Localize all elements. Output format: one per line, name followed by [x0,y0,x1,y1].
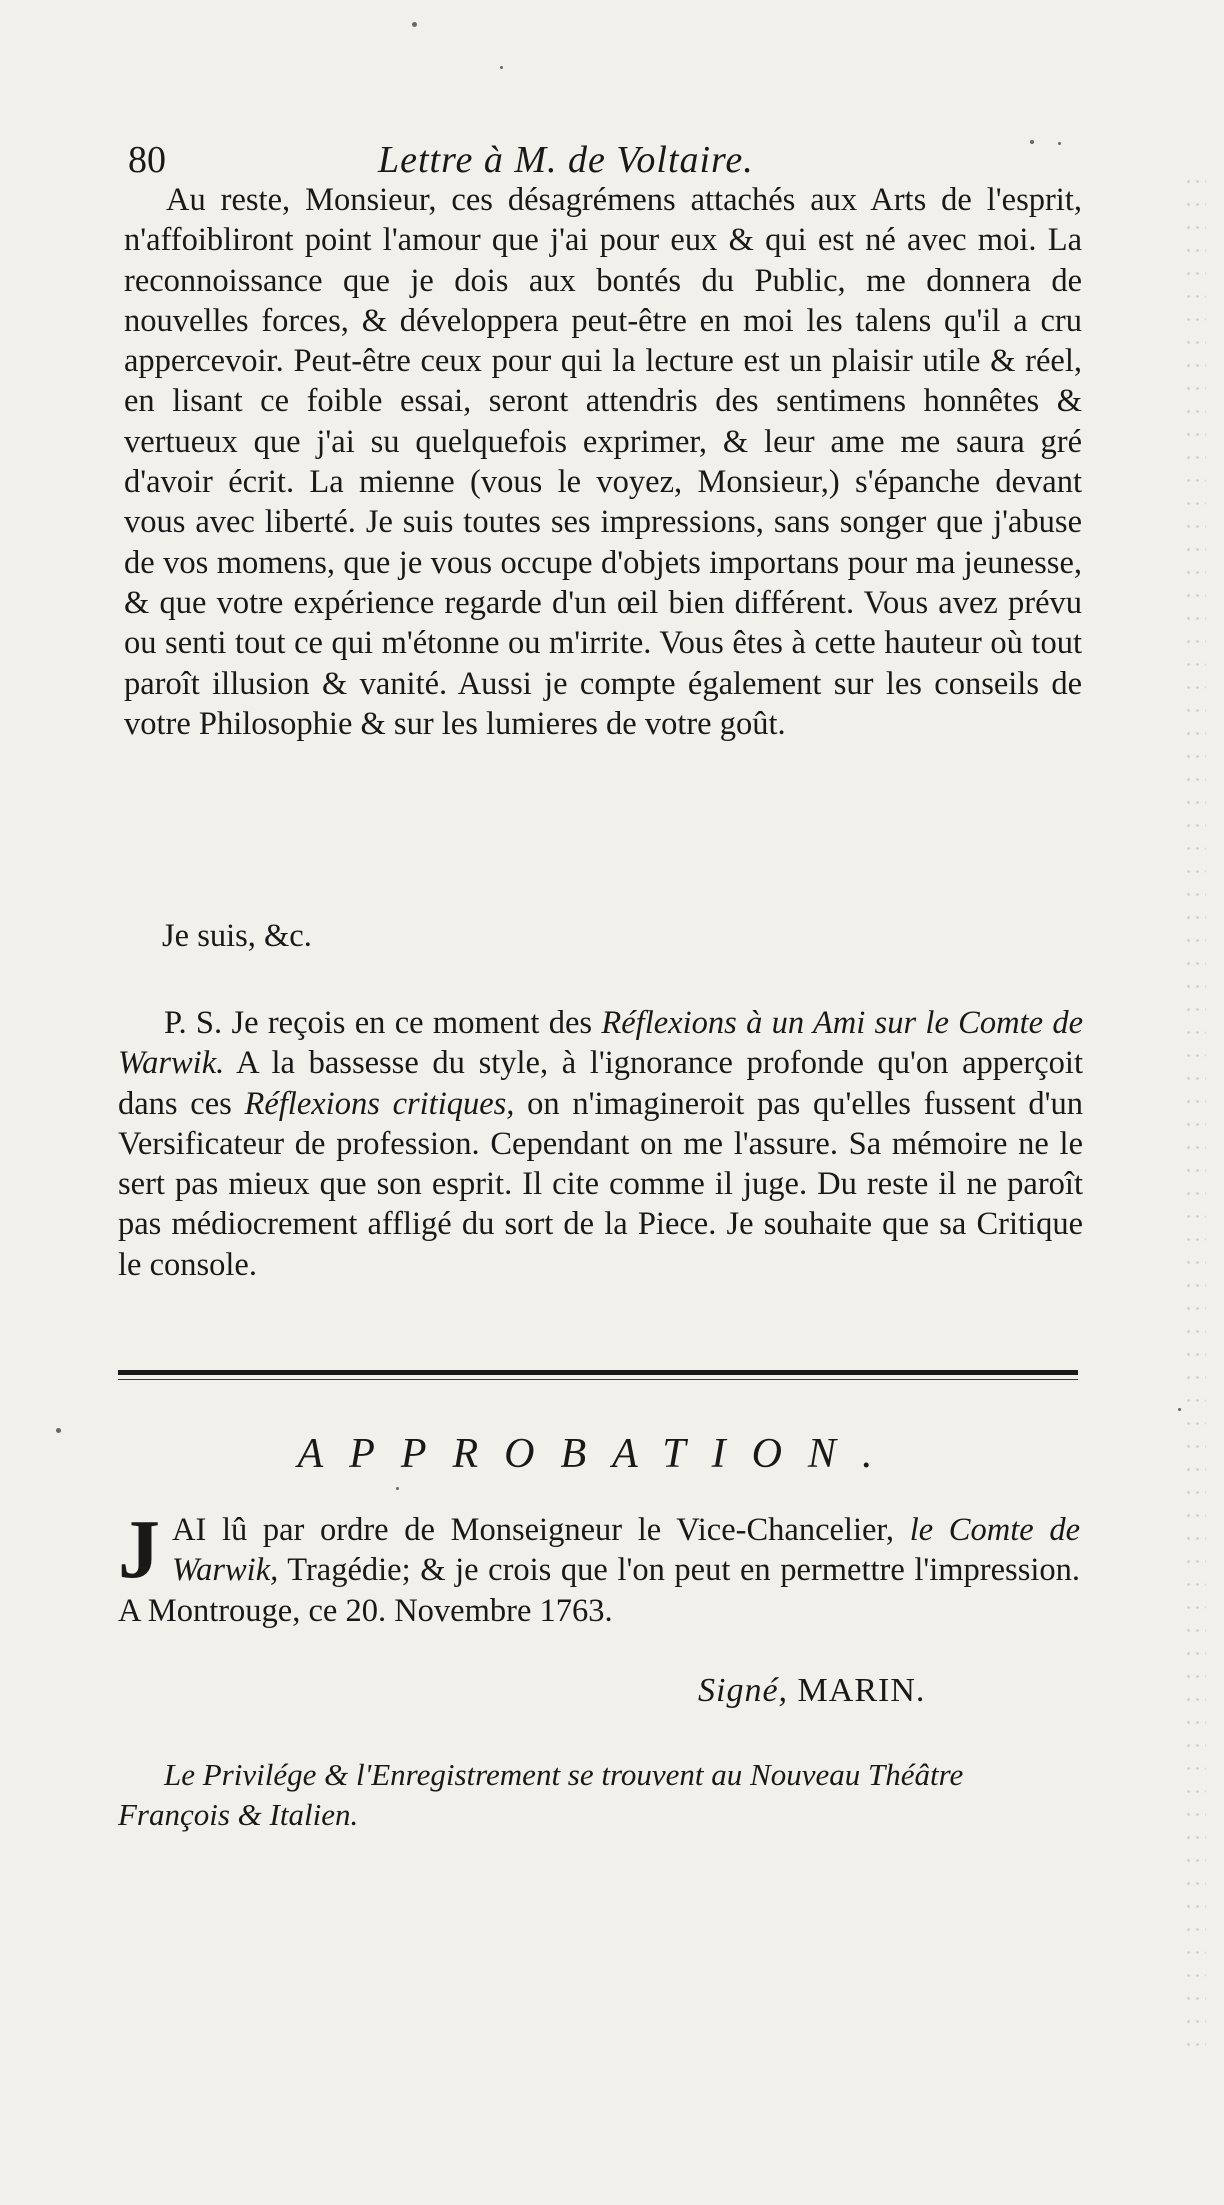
privilege-note: Le Privilége & l'Enregistrement se trouvent au Nouveau Théâtre François & Italien. [118,1757,964,1832]
approbation-heading: APPROBATION. [297,1431,899,1477]
approbation-signature [698,1672,925,1710]
postscript-text: on n'imagineroit pas qu'elles fussent d'un Versificateur de profession. Cependant on me l'assure. Sa mémoire ne le sert pas mieux que son esprit. Il cite comme il juge. Du reste il ne paroît pas médiocrement affligé du sort de la Piece. Je souhaite que sa Critique le console. [118,1085,1084,1283]
running-title: Lettre à M. de Voltaire. [378,139,754,181]
letter-paragraph: Au reste, Monsieur, ces désagrémens attachés aux Arts de l'esprit, n'affoibliront point l'amour que j'ai pour eux & qui est né avec moi. La reconnoissance que je dois aux bontés du Public, me donnera de nouvelles forces, & développera peut-être en moi les talens qu'il a cru appercevoir. Peut-être ceux pour qui la lecture est un plaisir utile & réel, en lisant ce foible essai, seront attendris des sentimens honnêtes & vertueux que j'ai su quelquefois exprimer, & leur ame me saura gré d'avoir écrit. La mienne (vous le voyez, Monsieur,) s'épanche devant vous avec liberté. Je suis toutes ses impressions, sans songer que j'abuse de vos momens, que je vous occupe d'objets importans pour ma jeunesse, & que votre expérience regarde d'un œil bien différent. Vous avez prévu ou senti tout ce qui m'étonne ou m'irrite. Vous êtes à cette hauteur où tout paroît illusion & vanité. Aussi je compte également sur les conseils de votre Philosophie & sur les lumieres de votre goût. [124,182,1082,742]
approbation-body: Tragédie; & je crois que l'on peut en permettre l'impression. A Montrouge, ce 20. Novembre 1763. [118,1552,1080,1629]
postscript-title: Réflexions à un Ami sur le Comte de Warwik. [118,1005,1084,1082]
page-number: 80 [128,139,166,181]
letter-signoff: Je suis, &c. [162,918,312,954]
signer-name: MARIN. [797,1672,926,1709]
page-edge-specks [1184,170,1206,2050]
ink-speck [56,1428,61,1433]
postscript-text: A la bassesse du style, à l'ignorance profonde qu'on apperçoit dans ces [118,1045,1083,1122]
section-rule [118,1370,1078,1375]
postscript-title: Réflexions critiques, [244,1085,515,1122]
approbation-text [118,1503,1080,1631]
ink-speck [396,1487,399,1490]
section-rule-thin [118,1379,1078,1380]
ink-speck [500,66,503,69]
ink-speck [412,22,417,27]
signed-label: Signé, [698,1672,789,1709]
letter-body [124,180,1082,744]
approbation-lead: AI lû par ordre de Monseigneur le Vice-Chancelier, [172,1512,895,1548]
play-title: le Comte de Warwik, [172,1512,1080,1589]
postscript-text: Je reçois en ce moment des [231,1005,593,1041]
drop-cap: J [118,1503,160,1596]
postscript-label: P. S. [164,1005,223,1041]
ink-speck [1178,1408,1181,1411]
postscript [118,1003,1083,1285]
